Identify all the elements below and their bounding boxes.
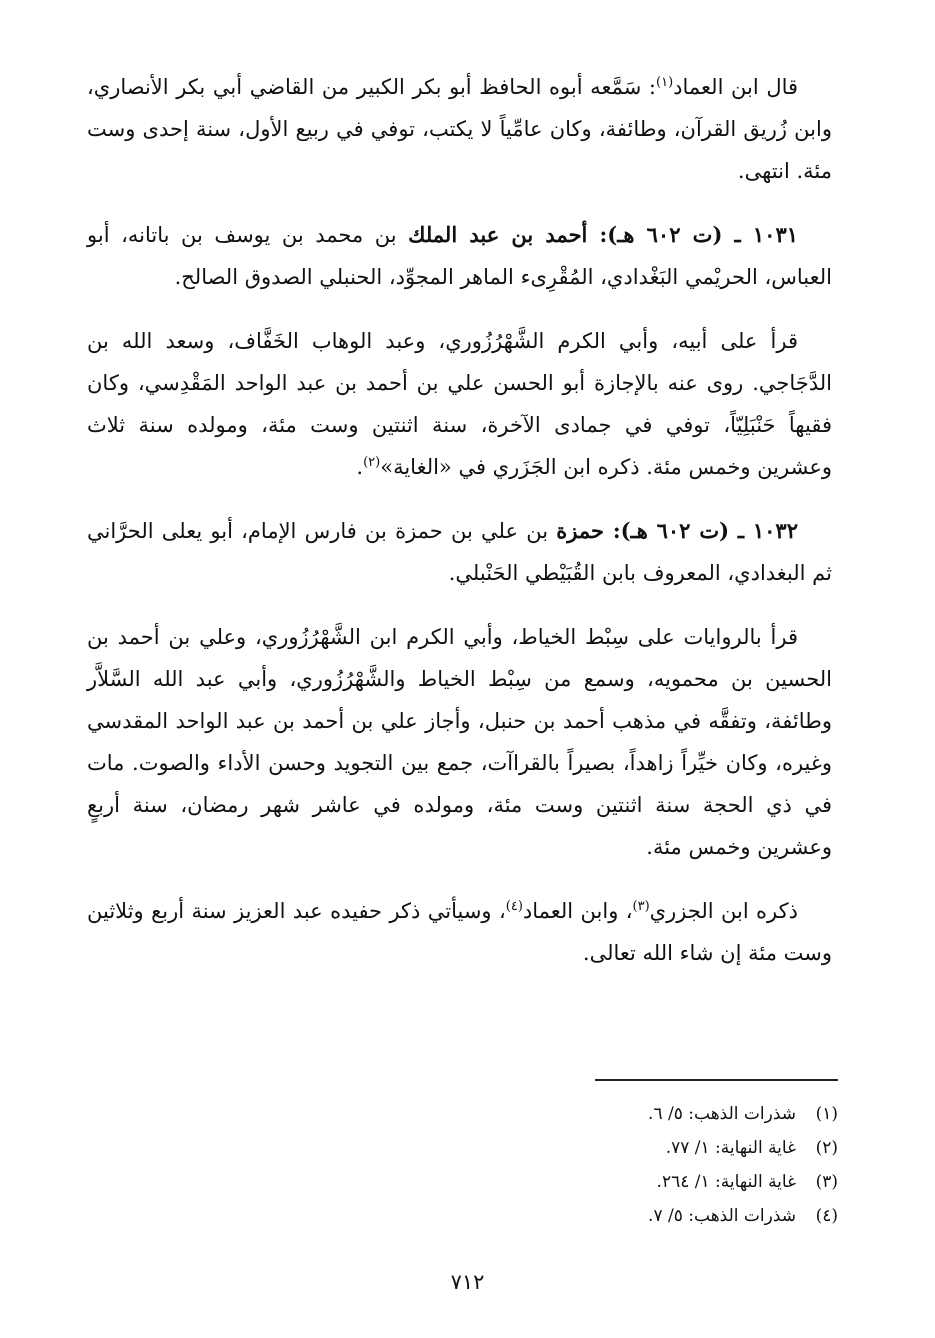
text-segment: قال ابن العماد — [673, 75, 799, 99]
footnote-ref-4[interactable]: (٤) — [505, 899, 523, 914]
text-segment: ، وسيأتي ذكر حفيده عبد العزيز سنة أربع وثلاثين وست مئة إن شاء الله تعالى. — [87, 899, 832, 965]
footnote-text: غاية النهاية: ١/ ٧٧. — [665, 1138, 796, 1158]
entry-1032 — [87, 510, 832, 594]
entry-body: بن علي بن حمزة بن فارس الإمام، أبو يعلى الحرَّاني ثم البغدادي، المعروف بابن القُبَيْطي الحَنْبلي. — [87, 519, 832, 585]
footnote-divider — [595, 1079, 838, 1081]
footnote-number: (٢) — [815, 1138, 838, 1158]
footnote-number: (٤) — [815, 1206, 838, 1226]
footnote-4 — [438, 1199, 838, 1233]
paragraph-1031-details — [87, 320, 832, 488]
entry-1031 — [87, 214, 832, 298]
footnote-1 — [438, 1097, 838, 1131]
text-segment: قرأ على أبيه، وأبي الكرم الشَّهْرُزُوري، وعبد الوهاب الخَفَّاف، وسعد الله بن الدَّجَاجي. روى عنه بالإجازة أبو الحسن علي بن أحمد بن عبد الواحد المَقْدِسي، وكان فقيهاً حَنْبَلِيّاً، توفي في جمادى الآخرة، سنة اثنتين وست مئة، ومولده سنة ثلاث وعشرين وخمس مئة. ذكره ابن الجَزَري في «الغاية» — [87, 329, 832, 479]
entry-heading: ١٠٣١ ـ (ت ٦٠٢ هـ): أحمد بن عبد الملك — [408, 222, 799, 247]
paragraph-1032-sources — [87, 890, 832, 974]
footnote-ref-3[interactable]: (٣) — [632, 899, 650, 914]
footnote-2 — [438, 1131, 838, 1165]
entry-body: بن محمد بن يوسف بن باتانه، أبو العباس، الحريْمي البَغْدادي، المُقْرِىء الماهر المجوِّد، الحنبلي الصدوق الصالح. — [87, 223, 832, 289]
footnotes — [438, 1097, 838, 1233]
footnote-ref-1[interactable]: (١) — [656, 75, 674, 90]
entry-heading: ١٠٣٢ ـ (ت ٦٠٢ هـ): حمزة — [556, 518, 798, 543]
page-number: ٧١٢ — [450, 1270, 485, 1294]
text-segment: ، وابن العماد — [522, 899, 633, 923]
footnote-number: (١) — [815, 1104, 838, 1124]
footnote-text: غاية النهاية: ١/ ٢٦٤. — [656, 1172, 796, 1192]
footnote-text: شذرات الذهب: ٥/ ٧. — [648, 1206, 796, 1226]
footnote-text: شذرات الذهب: ٥/ ٦. — [648, 1104, 796, 1124]
footnote-ref-2[interactable]: (٢) — [363, 455, 381, 470]
paragraph-1032-details: قرأ بالروايات على سِبْط الخياط، وأبي الكرم ابن الشَّهْرُزُوري، وعلي بن أحمد بن الحسين بن محمويه، وسمع من سِبْط الخياط والشَّهْرُزُوري، وأبي عبد الله السَّلاَّر وطائفة، وتفقَّه في مذهب أحمد بن حنبل، وأجاز علي بن أحمد بن عبد الواحد المقدسي وغيره، وكان خيِّراً زاهداً، بصيراً بالقراآت، جمع بين التجويد وحسن الأداء والصوت. مات في ذي الحجة سنة اثنتين وست مئة، ومولده في عاشر شهر رمضان، سنة أربعٍ وعشرين وخمس مئة. — [87, 625, 832, 859]
text-segment: : سَمَّعه أبوه الحافظ أبو بكر الكبير من القاضي أبي بكر الأنصاري، وابن زُريق القرآن، وطائفة، وكان عامِّياً لا يكتب، توفي في ربيع الأول، سنة إحدى وست مئة. انتهى. — [87, 75, 832, 183]
text-segment: . — [356, 455, 364, 479]
text-segment: ذكره ابن الجزري — [649, 899, 798, 923]
main-text — [87, 66, 832, 996]
paragraph-ibn-al-imad-quote — [87, 66, 832, 192]
footnote-number: (٣) — [815, 1172, 838, 1192]
footnote-3 — [438, 1165, 838, 1199]
